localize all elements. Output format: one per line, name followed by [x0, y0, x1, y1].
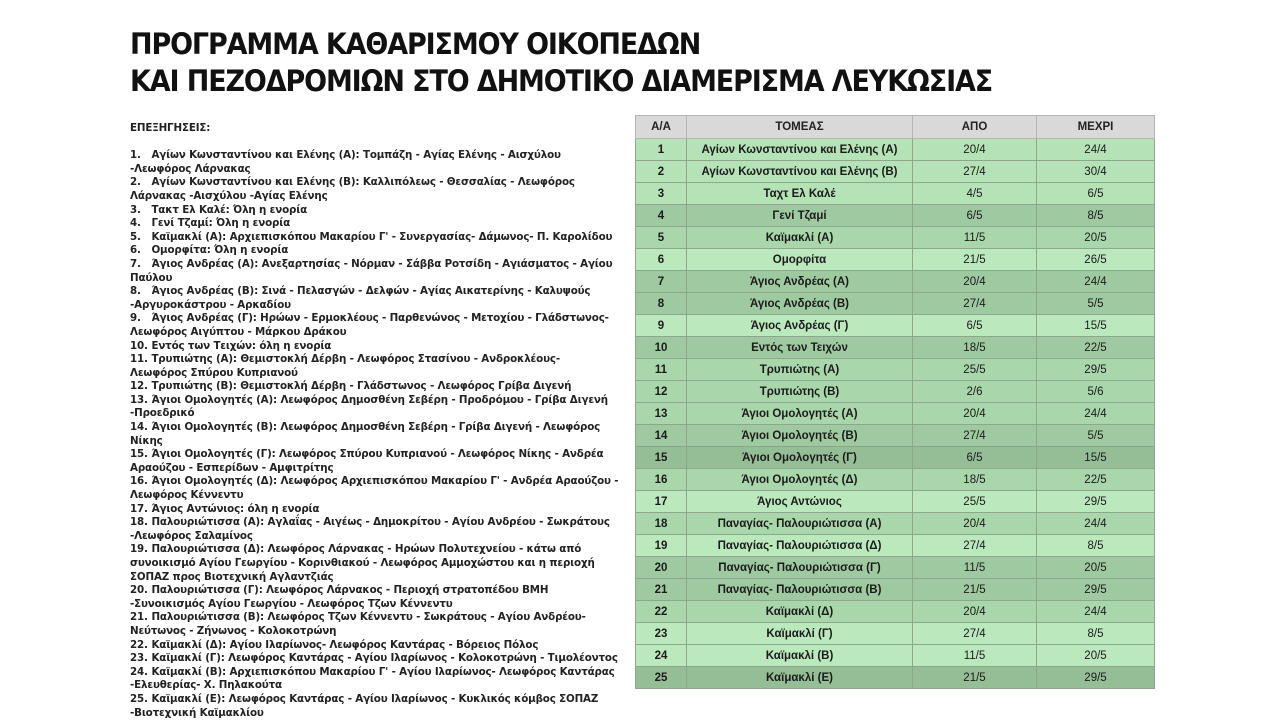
explanation-text: Παλουριώτισσα (Δ): Λεωφόρος Λάρνακας - Ηρώων Πολυτεχνείου - κάτω από συνοικισμό Αγίου Γεωργίου - Κορινθιακού - Λεωφόρος Αμμοχώστου και η περιοχή ΣΟΠΑΖ προς Βιοτεχνική Αγλαντζιάς — [130, 543, 595, 583]
cell-from: 11/5 — [913, 227, 1037, 249]
table-header-row — [636, 116, 1155, 139]
explanation-number: 15. — [130, 448, 148, 461]
explanation-text: Παλουριώτισσα (Γ): Λεωφόρος Λάρνακος - Περιοχή στρατοπέδου ΒΜΗ -Συνοικισμός Αγίου Γεωργίου - Λεωφόρος Τζων Κέννεντυ — [130, 584, 549, 610]
cell-sector: Άγιοι Ομολογητές (Β) — [687, 425, 913, 447]
table-row — [636, 425, 1155, 447]
table-row — [636, 205, 1155, 227]
table-row — [636, 249, 1155, 271]
cell-number: 9 — [636, 315, 687, 337]
cell-to: 29/5 — [1037, 359, 1155, 381]
cell-to: 5/5 — [1037, 425, 1155, 447]
cell-from: 18/5 — [913, 337, 1037, 359]
schedule-table — [635, 115, 1155, 689]
cell-from: 20/4 — [913, 271, 1037, 293]
explanation-text: Τρυπιώτης (Β): Θεμιστοκλή Δέρβη - Γλάδστωνος - Λεωφόρος Γρίβα Διγενή — [151, 380, 572, 393]
table-row — [636, 359, 1155, 381]
table-row — [636, 667, 1155, 689]
explanation-number: 24. — [130, 665, 148, 678]
cell-to: 5/5 — [1037, 293, 1155, 315]
table-row — [636, 491, 1155, 513]
cell-from: 6/5 — [913, 447, 1037, 469]
cell-number: 24 — [636, 645, 687, 667]
cell-sector: Παναγίας- Παλουριώτισσα (Δ) — [687, 535, 913, 557]
explanation-item — [130, 394, 620, 421]
table-row — [636, 535, 1155, 557]
explanation-number: 12. — [130, 380, 148, 393]
explanation-item — [130, 584, 620, 611]
explanation-item — [130, 231, 620, 245]
explanation-number: 19. — [130, 543, 148, 556]
explanation-item — [130, 204, 620, 218]
cell-to: 29/5 — [1037, 667, 1155, 689]
explanation-item — [130, 217, 620, 231]
explanation-item — [130, 516, 620, 543]
explanation-number: 17. — [130, 502, 148, 515]
title-line-2: ΚΑΙ ΠΕΖΟΔΡΟΜΙΩΝ ΣΤΟ ΔΗΜΟΤΙΚΟ ΔΙΑΜΕΡΙΣΜΑ ΛΕΥΚΩΣΙΑΣ — [130, 64, 993, 98]
explanation-number: 18. — [130, 516, 148, 529]
explanation-item — [130, 380, 620, 394]
cell-to: 24/4 — [1037, 271, 1155, 293]
cell-to: 15/5 — [1037, 447, 1155, 469]
cell-number: 17 — [636, 491, 687, 513]
cell-from: 18/5 — [913, 469, 1037, 491]
explanation-text: Ομορφίτα: Όλη η ενορία — [151, 244, 289, 257]
table-row — [636, 183, 1155, 205]
cell-sector: Γενί Τζαμί — [687, 205, 913, 227]
cell-number: 25 — [636, 667, 687, 689]
cell-to: 22/5 — [1037, 469, 1155, 491]
cell-number: 20 — [636, 557, 687, 579]
cell-to: 26/5 — [1037, 249, 1155, 271]
cell-number: 5 — [636, 227, 687, 249]
cell-sector: Παναγίας- Παλουριώτισσα (Γ) — [687, 557, 913, 579]
cell-to: 29/5 — [1037, 579, 1155, 601]
explanation-text: Παλουριώτισσα (Β): Λεωφόρος Τζων Κέννεντυ - Σωκράτους - Αγίου Ανδρέου-Νεύτωνος - Ζήνωνος - Κολοκοτρώνη — [130, 611, 586, 637]
cell-from: 20/4 — [913, 403, 1037, 425]
cell-sector: Ταχτ Ελ Καλέ — [687, 183, 913, 205]
header-aa: Α/Α — [636, 116, 687, 139]
table-row — [636, 337, 1155, 359]
table-body — [636, 139, 1155, 689]
cell-sector: Αγίων Κωνσταντίνου και Ελένης (Α) — [687, 139, 913, 161]
table-row — [636, 403, 1155, 425]
explanation-text: Άγιος Ανδρέας (Β): Σινά - Πελασγών - Δελφών - Αγίας Αικατερίνης - Καλυψούς -Αργυροκάστρου - Αρκαδίου — [130, 285, 591, 311]
table-row — [636, 315, 1155, 337]
cell-to: 20/5 — [1037, 227, 1155, 249]
cell-sector: Εντός των Τειχών — [687, 337, 913, 359]
explanation-number: 13. — [130, 393, 148, 406]
cell-from: 20/4 — [913, 513, 1037, 535]
schedule-table-container — [635, 115, 1155, 689]
cell-to: 8/5 — [1037, 623, 1155, 645]
explanation-number: 2. — [130, 176, 141, 189]
explanation-text: Καϊμακλί (Γ): Λεωφόρος Καντάρας - Αγίου Ιλαρίωνος - Κολοκοτρώνη - Τιμολέοντος — [151, 652, 618, 665]
cell-from: 27/4 — [913, 623, 1037, 645]
page-title — [130, 26, 992, 100]
cell-number: 4 — [636, 205, 687, 227]
cell-number: 7 — [636, 271, 687, 293]
explanation-text: Άγιος Αντώνιος: όλη η ενορία — [151, 502, 320, 515]
cell-from: 21/5 — [913, 579, 1037, 601]
explanation-number: 22. — [130, 638, 148, 651]
cell-number: 14 — [636, 425, 687, 447]
cell-number: 1 — [636, 139, 687, 161]
explanation-text: Αγίων Κωνσταντίνου και Ελένης (Β): Καλλιπόλεως - Θεσσαλίας - Λεωφόρος Λάρνακας -Αισχύλου -Αγίας Ελένης — [130, 176, 575, 202]
cell-from: 27/4 — [913, 425, 1037, 447]
cell-to: 24/4 — [1037, 139, 1155, 161]
explanation-number: 1. — [130, 149, 141, 162]
explanation-text: Αγίων Κωνσταντίνου και Ελένης (Α): Τομπάζη - Αγίας Ελένης - Αισχύλου -Λεωφόρος Λάρνακας — [130, 149, 561, 175]
cell-to: 24/4 — [1037, 601, 1155, 623]
explanation-text: Άγιος Ανδρέας (Α): Ανεξαρτησίας - Νόρμαν - Σάββα Ροτσίδη - Αγιάσματος - Αγίου Παύλου — [130, 257, 613, 284]
explanation-number: 4. — [130, 217, 141, 230]
explanation-text: Καϊμακλί (Β): Αρχιεπισκόπου Μακαρίου Γ' - Αγίου Ιλαρίωνος- Λεωφόρος Καντάρας -Ελευθερίας- Χ. Πηλακούτα — [130, 665, 615, 692]
cell-number: 15 — [636, 447, 687, 469]
cell-from: 25/5 — [913, 491, 1037, 513]
cell-sector: Ομορφίτα — [687, 249, 913, 271]
cell-to: 20/5 — [1037, 645, 1155, 667]
cell-to: 5/6 — [1037, 381, 1155, 403]
cell-sector: Καϊμακλί (Γ) — [687, 623, 913, 645]
explanation-text: Γενί Τζαμί: Όλη η ενορία — [151, 217, 291, 230]
explanation-item — [130, 176, 620, 203]
table-row — [636, 513, 1155, 535]
explanation-number: 9. — [130, 312, 141, 325]
cell-to: 22/5 — [1037, 337, 1155, 359]
cell-from: 11/5 — [913, 557, 1037, 579]
cell-sector: Άγιος Αντώνιος — [687, 491, 913, 513]
cell-number: 11 — [636, 359, 687, 381]
cell-number: 12 — [636, 381, 687, 403]
table-row — [636, 469, 1155, 491]
explanation-number: 14. — [130, 421, 148, 434]
table-row — [636, 557, 1155, 579]
explanation-number: 20. — [130, 584, 148, 597]
cell-number: 21 — [636, 579, 687, 601]
explanation-item — [130, 353, 620, 380]
explanations-heading: ΕΠΕΞΗΓΗΣΕΙΣ: — [130, 122, 211, 134]
explanation-text: Καϊμακλί (Ε): Λεωφόρος Καντάρας - Αγίου Ιλαρίωνος - Κυκλικός κόμβος ΣΟΠΑΖ -Βιοτεχνική Καϊμακλίου — [130, 692, 599, 719]
cell-from: 27/4 — [913, 161, 1037, 183]
cell-from: 11/5 — [913, 645, 1037, 667]
explanation-text: Παλουριώτισσα (Α): Αγλαΐας - Αιγέως - Δημοκρίτου - Αγίου Ανδρέου - Σωκράτους -Λεωφόρος Σαλαμίνος — [130, 516, 610, 542]
cell-from: 27/4 — [913, 293, 1037, 315]
explanation-item — [130, 285, 620, 312]
cell-sector: Άγιος Ανδρέας (Β) — [687, 293, 913, 315]
cell-sector: Παναγίας- Παλουριώτισσα (Β) — [687, 579, 913, 601]
explanation-item — [130, 693, 620, 720]
explanation-item — [130, 421, 620, 448]
cell-from: 27/4 — [913, 535, 1037, 557]
cell-number: 18 — [636, 513, 687, 535]
explanation-text: Άγιοι Ομολογητές (Γ): Λεωφόρος Σπύρου Κυπριανού - Λεωφόρος Νίκης - Ανδρέα Αραούζου - Εσπερίδων - Αμφιτρίτης — [130, 448, 604, 474]
table-row — [636, 139, 1155, 161]
explanation-item — [130, 639, 620, 653]
explanation-item — [130, 312, 620, 339]
explanation-item — [130, 666, 620, 693]
table-row — [636, 161, 1155, 183]
explanation-text: Καϊμακλί (Α): Αρχιεπισκόπου Μακαρίου Γ' - Συνεργασίας- Δάμωνος- Π. Καρολίδου — [151, 230, 613, 243]
explanation-text: Τακτ Ελ Καλέ: Όλη η ενορία — [151, 203, 308, 216]
explanation-item — [130, 475, 620, 502]
cell-number: 3 — [636, 183, 687, 205]
cell-sector: Τρυπιώτης (Α) — [687, 359, 913, 381]
cell-from: 20/4 — [913, 139, 1037, 161]
cell-to: 24/4 — [1037, 403, 1155, 425]
cell-number: 2 — [636, 161, 687, 183]
explanation-number: 7. — [130, 257, 141, 270]
cell-sector: Άγιοι Ομολογητές (Δ) — [687, 469, 913, 491]
cell-sector: Άγιος Ανδρέας (Γ) — [687, 315, 913, 337]
cell-sector: Άγιοι Ομολογητές (Γ) — [687, 447, 913, 469]
cell-number: 19 — [636, 535, 687, 557]
cell-sector: Καϊμακλί (Β) — [687, 645, 913, 667]
cell-sector: Καϊμακλί (Δ) — [687, 601, 913, 623]
cell-number: 8 — [636, 293, 687, 315]
explanations-panel — [130, 122, 620, 720]
table-row — [636, 645, 1155, 667]
explanation-text: Εντός των Τειχών: όλη η ενορία — [151, 339, 332, 352]
explanation-text: Άγιοι Ομολογητές (Δ): Λεωφόρος Αρχιεπισκόπου Μακαρίου Γ' - Ανδρέα Αραούζου - Λεωφόρος Κέννεντυ — [130, 475, 619, 502]
explanation-item — [130, 652, 620, 666]
header-to: ΜΕΧΡΙ — [1037, 116, 1155, 139]
cell-from: 21/5 — [913, 249, 1037, 271]
explanation-number: 5. — [130, 230, 141, 243]
cell-from: 20/4 — [913, 601, 1037, 623]
explanation-number: 10. — [130, 339, 148, 352]
explanation-text: Άγιοι Ομολογητές (Β): Λεωφόρος Δημοσθένη Σεβέρη - Γρίβα Διγενή - Λεωφόρος Νίκης — [130, 421, 601, 447]
cell-to: 8/5 — [1037, 205, 1155, 227]
explanation-item — [130, 543, 620, 584]
cell-sector: Αγίων Κωνσταντίνου και Ελένης (Β) — [687, 161, 913, 183]
cell-number: 22 — [636, 601, 687, 623]
table-row — [636, 381, 1155, 403]
table-row — [636, 293, 1155, 315]
cell-number: 16 — [636, 469, 687, 491]
explanation-item — [130, 340, 620, 354]
cell-sector: Καϊμακλί (Α) — [687, 227, 913, 249]
cell-from: 2/6 — [913, 381, 1037, 403]
explanation-item — [130, 149, 620, 176]
cell-to: 20/5 — [1037, 557, 1155, 579]
explanation-text: Άγιοι Ομολογητές (Α): Λεωφόρος Δημοσθένη Σεβέρη - Προδρόμου - Γρίβα Διγενή -Προεδρικό — [130, 393, 608, 420]
cell-sector: Άγιος Ανδρέας (Α) — [687, 271, 913, 293]
cell-sector: Παναγίας- Παλουριώτισσα (Α) — [687, 513, 913, 535]
explanation-number: 3. — [130, 203, 141, 216]
cell-from: 25/5 — [913, 359, 1037, 381]
explanation-item — [130, 503, 620, 517]
cell-sector: Άγιοι Ομολογητές (Α) — [687, 403, 913, 425]
explanations-list — [130, 149, 620, 720]
cell-to: 15/5 — [1037, 315, 1155, 337]
table-row — [636, 579, 1155, 601]
cell-from: 6/5 — [913, 315, 1037, 337]
explanation-text: Καϊμακλί (Δ): Αγίου Ιλαρίωνος- Λεωφόρος Καντάρας - Βόρειος Πόλος — [151, 638, 539, 651]
table-row — [636, 601, 1155, 623]
table-row — [636, 271, 1155, 293]
explanation-item — [130, 448, 620, 475]
table-row — [636, 227, 1155, 249]
explanation-number: 6. — [130, 244, 141, 257]
cell-to: 8/5 — [1037, 535, 1155, 557]
cell-number: 6 — [636, 249, 687, 271]
cell-sector: Καϊμακλί (Ε) — [687, 667, 913, 689]
cell-to: 29/5 — [1037, 491, 1155, 513]
explanation-item — [130, 244, 620, 258]
cell-to: 30/4 — [1037, 161, 1155, 183]
header-sector: ΤΟΜΕΑΣ — [687, 116, 913, 139]
cell-to: 6/5 — [1037, 183, 1155, 205]
explanation-number: 8. — [130, 285, 141, 298]
table-row — [636, 623, 1155, 645]
title-line-1: ΠΡΟΓΡΑΜΜΑ ΚΑΘΑΡΙΣΜΟΥ ΟΙΚΟΠΕΔΩΝ — [130, 27, 701, 61]
cell-from: 21/5 — [913, 667, 1037, 689]
cell-number: 10 — [636, 337, 687, 359]
cell-from: 6/5 — [913, 205, 1037, 227]
explanation-item — [130, 258, 620, 285]
explanation-number: 11. — [130, 353, 148, 366]
explanation-number: 21. — [130, 611, 148, 624]
table-row — [636, 447, 1155, 469]
cell-number: 23 — [636, 623, 687, 645]
cell-number: 13 — [636, 403, 687, 425]
header-from: ΑΠΟ — [913, 116, 1037, 139]
cell-from: 4/5 — [913, 183, 1037, 205]
explanation-text: Άγιος Ανδρέας (Γ): Ηρώων - Ερμοκλέους - Παρθενώνος - Μετοχίου - Γλάδστωνος-Λεωφόρος Αιγύπτου - Μάρκου Δράκου — [130, 312, 609, 338]
cell-to: 24/4 — [1037, 513, 1155, 535]
explanation-text: Τρυπιώτης (Α): Θεμιστοκλή Δέρβη - Λεωφόρος Στασίνου - Ανδροκλέους- Λεωφόρος Σπύρου Κυπριανού — [130, 353, 560, 379]
explanation-number: 16. — [130, 475, 148, 488]
explanation-number: 23. — [130, 652, 148, 665]
explanation-item — [130, 611, 620, 638]
explanation-number: 25. — [130, 692, 148, 705]
cell-sector: Τρυπιώτης (Β) — [687, 381, 913, 403]
